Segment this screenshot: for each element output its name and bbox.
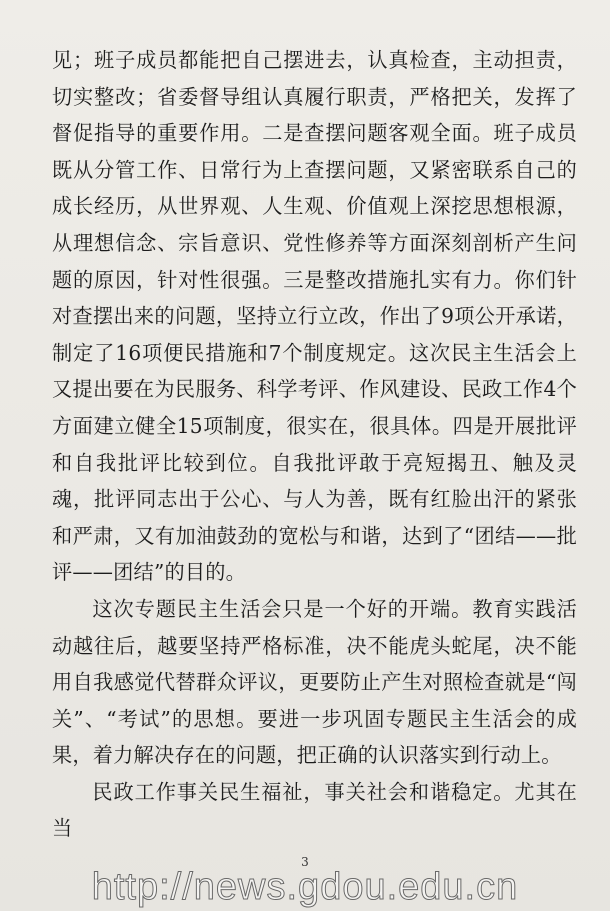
body-text (52, 42, 577, 847)
paragraph-1: 见；班子成员都能把自己摆进去，认真检查，主动担责，切实整改；省委督导组认真履行职责，严格把关，发挥了督促指导的重要作用。二是查摆问题客观全面。班子成员既从分管工作、日常行为上查摆问题，又紧密联系自己的成长经历，从世界观、人生观、价值观上深挖思想根源，从理想信念、宗旨意识、党性修养等方面深刻剖析产生问题的原因，针对性很强。三是整改措施扎实有力。你们针对查摆出来的问题，坚持立行立改，作出了9项公开承诺，制定了16项便民措施和7个制度规定。这次民主生活会上又提出要在为民服务、科学考评、作风建设、民政工作4个方面建立健全15项制度，很实在，很具体。四是开展批评和自我批评比较到位。自我批评敢于亮短揭丑、触及灵魂，批评同志出于公心、与人为善，既有红脸出汗的紧张和严肃，又有加油鼓劲的宽松与和谐，达到了“团结——批评——团结”的目的。 (52, 48, 577, 585)
paragraph-2: 这次专题民主生活会只是一个好的开端。教育实践活动越往后，越要坚持严格标准，决不能虎头蛇尾，决不能用自我感觉代替群众评议，更要防止产生对照检查就是“闯关”、“考试”的思想。要进一步巩固专题民主生活会的成果，着力解决存在的问题，把正确的认识落实到行动上。 (52, 596, 577, 768)
watermark-url: http://news.gdou.edu.cn (91, 866, 519, 908)
paragraph-3: 民政工作事关民生福祉，事关社会和谐稳定。尤其在当 (52, 779, 577, 841)
page-number: 3 (301, 855, 309, 869)
